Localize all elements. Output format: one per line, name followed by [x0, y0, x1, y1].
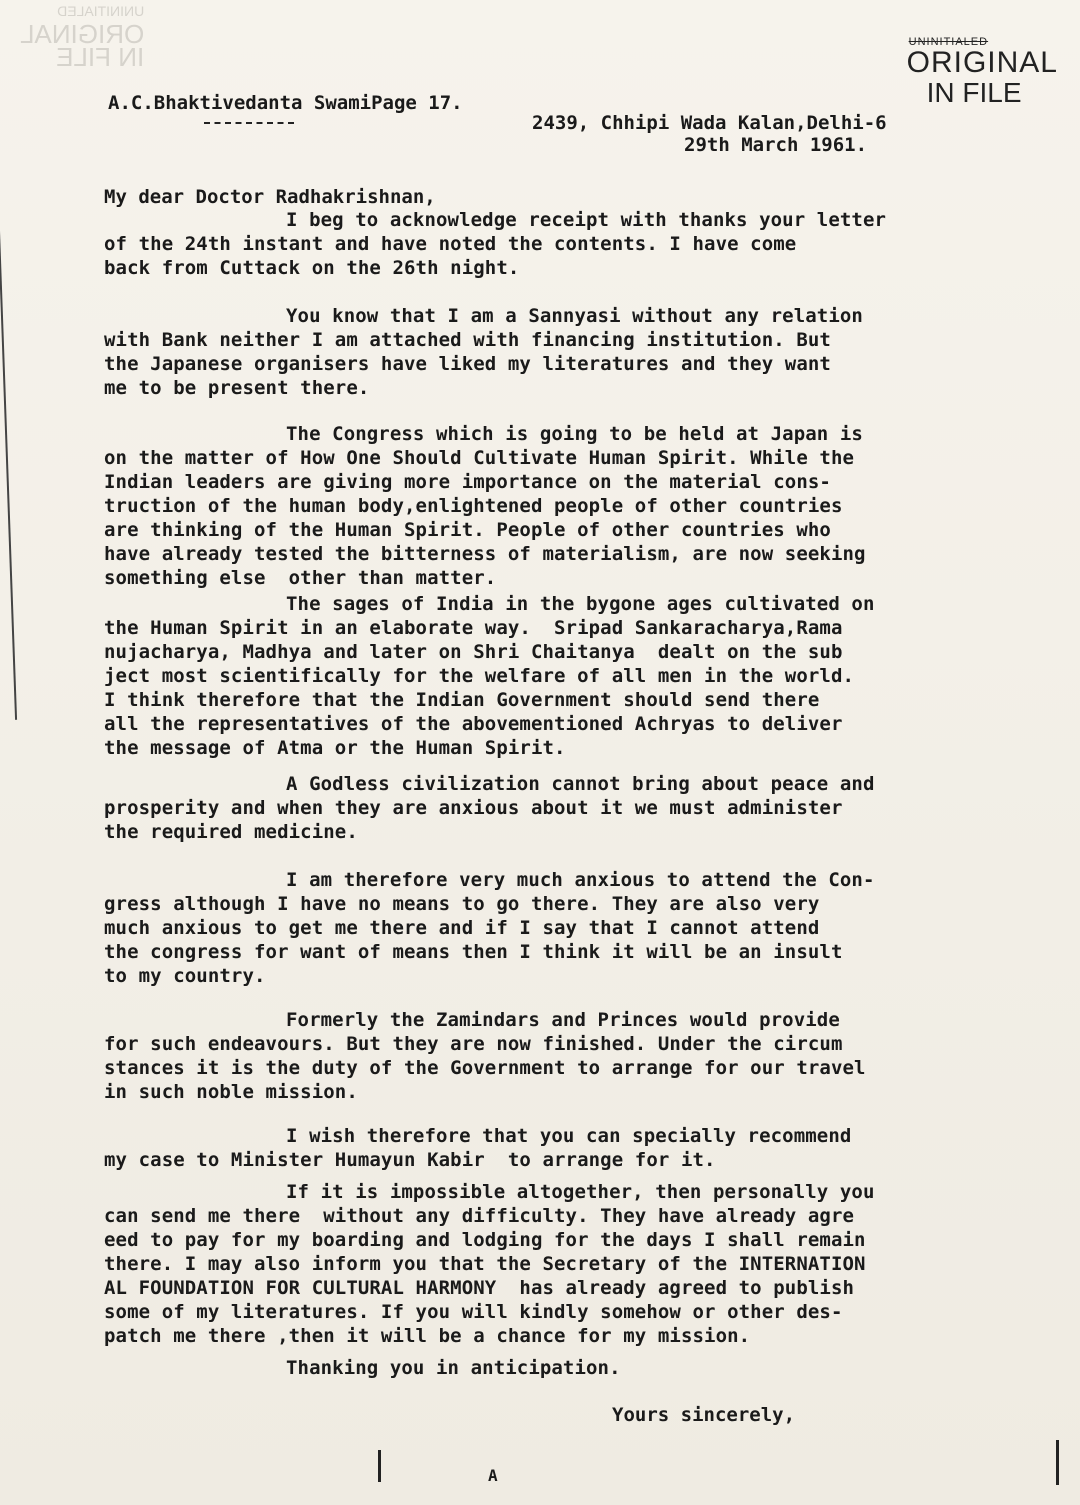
paragraph-10: [104, 1356, 1024, 1380]
paragraph-line: prosperity and when they are anxious about it we must administer: [104, 797, 843, 819]
paragraph-line: for such endeavours. But they are now finished. Under the circum: [104, 1033, 843, 1055]
date-line: 29th March 1961.: [684, 134, 868, 156]
paragraph-line: some of my literatures. If you will kindly somehow or other des-: [104, 1301, 843, 1323]
paragraph-line: to my country.: [104, 965, 266, 987]
paragraph-line: the message of Atma or the Human Spirit.: [104, 737, 566, 759]
paragraph-line: Indian leaders are giving more importance on the material cons-: [104, 471, 831, 493]
paragraph-line: can send me there without any difficulty. They have already agre: [104, 1205, 855, 1227]
paragraph-line: eed to pay for my boarding and lodging for the days I shall remain: [104, 1229, 866, 1251]
sender-underline: [204, 122, 294, 124]
paragraph-line: AL FOUNDATION FOR CULTURAL HARMONY has already agreed to publish: [104, 1277, 855, 1299]
paragraph-6: [104, 868, 1024, 988]
address-line: 2439, Chhipi Wada Kalan,Delhi-6: [532, 112, 887, 134]
paragraph-line: something else other than matter.: [104, 567, 497, 589]
paragraph-line: I am therefore very much anxious to attend the Con-: [286, 869, 875, 891]
paragraph-line: I beg to acknowledge receipt with thanks your letter: [286, 209, 887, 231]
footer-mark: A: [488, 1466, 498, 1485]
paragraph-line: The Congress which is going to be held at Japan is: [286, 423, 863, 445]
paragraph-7: [104, 1008, 1024, 1104]
footer-tick: [378, 1450, 381, 1482]
stamp-line-2: ORIGINAL: [906, 46, 1058, 79]
paragraph-line: the Human Spirit in an elaborate way. Sripad Sankaracharya,Rama: [104, 617, 843, 639]
sender-line: A.C.Bhaktivedanta SwamiPage 17.: [108, 92, 463, 114]
paragraph-line: my case to Minister Humayun Kabir to arrange for it.: [104, 1149, 716, 1171]
paragraph-line: ject most scientifically for the welfare of all men in the world.: [104, 665, 855, 687]
paragraph-line: much anxious to get me there and if I say that I cannot attend: [104, 917, 820, 939]
bleed-line-2: ORIGINAL: [20, 19, 145, 49]
paragraph-5: [104, 772, 1024, 844]
bleed-line-1: UNINITIALED: [57, 3, 145, 19]
paragraph-line: have already tested the bitterness of materialism, are now seeking: [104, 543, 866, 565]
paragraph-line: the required medicine.: [104, 821, 358, 843]
paragraph-line: patch me there ,then it will be a chance for my mission.: [104, 1325, 751, 1347]
stamp-line-3: IN FILE: [926, 77, 1022, 108]
paragraph-line: are thinking of the Human Spirit. People of other countries who: [104, 519, 831, 541]
paragraph-line: there. I may also inform you that the Secretary of the INTERNATION: [104, 1253, 866, 1275]
paragraph-line: of the 24th instant and have noted the contents. I have come: [104, 233, 797, 255]
paragraph-line: Thanking you in anticipation.: [286, 1357, 621, 1379]
paragraph-line: with Bank neither I am attached with financing institution. But: [104, 329, 831, 351]
paragraph-line: Formerly the Zamindars and Princes would provide: [286, 1009, 840, 1031]
paragraph-line: the Japanese organisers have liked my literatures and they want: [104, 353, 831, 375]
paragraph-line: in such noble mission.: [104, 1081, 358, 1103]
closing: Yours sincerely,: [612, 1404, 796, 1426]
paragraph-line: You know that I am a Sannyasi without any relation: [286, 305, 863, 327]
paragraph-line: nujacharya, Madhya and later on Shri Chaitanya dealt on the sub: [104, 641, 843, 663]
paragraph-line: stances it is the duty of the Government to arrange for our travel: [104, 1057, 866, 1079]
paragraph-line: I wish therefore that you can specially recommend: [286, 1125, 852, 1147]
paragraph-line: A Godless civilization cannot bring about peace and: [286, 773, 875, 795]
bleed-line-3: IN FILE: [56, 42, 145, 72]
paragraph-3: [104, 422, 1024, 590]
original-in-file-stamp: [907, 36, 1058, 108]
salutation: My dear Doctor Radhakrishnan,: [104, 186, 436, 208]
paragraph-line: the congress for want of means then I think it will be an insult: [104, 941, 843, 963]
paragraph-9: [104, 1180, 1024, 1348]
paragraph-line: gress although I have no means to go there. They are also very: [104, 893, 820, 915]
paragraph-line: I think therefore that the Indian Government should send there: [104, 689, 820, 711]
footer-tick-right: [1056, 1440, 1059, 1485]
paragraph-4: [104, 592, 1024, 760]
paragraph-line: on the matter of How One Should Cultivate Human Spirit. While the: [104, 447, 855, 469]
stamp-line-1: UNINITIALED: [908, 36, 989, 48]
paragraph-line: truction of the human body,enlightened people of other countries: [104, 495, 843, 517]
paragraph-1: [104, 208, 1024, 280]
paragraph-line: back from Cuttack on the 26th night.: [104, 257, 520, 279]
bleed-through-stamp: [20, 0, 145, 72]
paragraph-line: If it is impossible altogether, then personally you: [286, 1181, 875, 1203]
paragraph-line: me to be present there.: [104, 377, 370, 399]
paragraph-2: [104, 304, 1024, 400]
paragraph-8: [104, 1124, 1024, 1172]
paragraph-line: The sages of India in the bygone ages cultivated on: [286, 593, 875, 615]
paragraph-line: all the representatives of the abovementioned Achryas to deliver: [104, 713, 843, 735]
margin-line: [0, 200, 17, 720]
